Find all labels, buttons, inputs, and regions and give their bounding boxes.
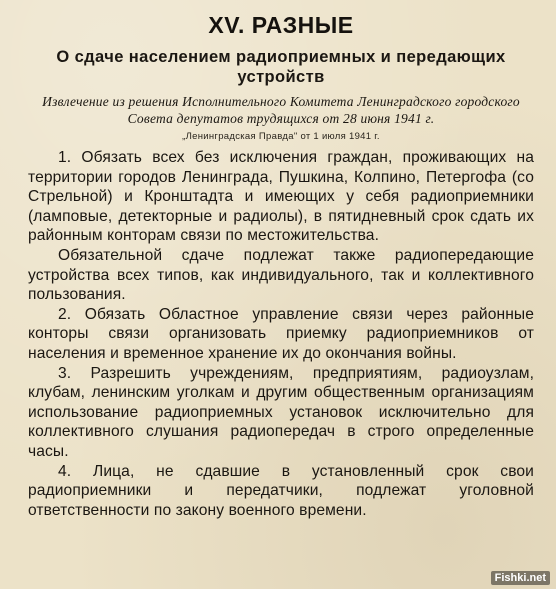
excerpt-note: Извлечение из решения Исполнительного Комитета Ленинградского городского Совета депутатов трудящихся от 28 июня 1941 г. bbox=[42, 94, 520, 126]
article bbox=[28, 12, 534, 589]
paragraph-1: 1. Обязать всех без исключения граждан, проживающих на территории городов Ленинграда, Пушкина, Колпино, Петергофа (со Стрельной) и Кронштадта и имеющих у себя радиоприемники (ламповые, детекторные и радиолы), в пятидневный срок сдать их районным конторам связи по местожительства. bbox=[28, 149, 534, 245]
article-title: О сдаче населением радиоприемных и передающих устройств bbox=[56, 48, 506, 86]
watermark-logo: Fishki.net bbox=[491, 571, 550, 585]
paragraph-3: 2. Обязать Областное управление связи через районные конторы связи организовать приемку радиоприемников от населения и временное хранение их до окончания войны. bbox=[28, 305, 534, 362]
source-citation: „Ленинградская Правда" от 1 июля 1941 г. bbox=[182, 131, 380, 142]
section-title: XV. РАЗНЫЕ bbox=[208, 12, 354, 38]
paragraph-5: 4. Лица, не сдавшие в установленный срок свои радиоприемники и передатчики, подлежат уголовной ответственности по закону военного времени. bbox=[28, 462, 534, 519]
paragraph-2: Обязательной сдаче подлежат также радиопередающие устройства всех типов, как индивидуального, так и коллективного пользования. bbox=[28, 246, 534, 304]
paragraph-4: 3. Разрешить учреждениям, предприятиям, радиоузлам, клубам, ленинским уголкам и другим общественным организациям использование радиоприемных установок исключительно для коллективного слушания радиопередач в строго определенные часы. bbox=[28, 364, 534, 460]
